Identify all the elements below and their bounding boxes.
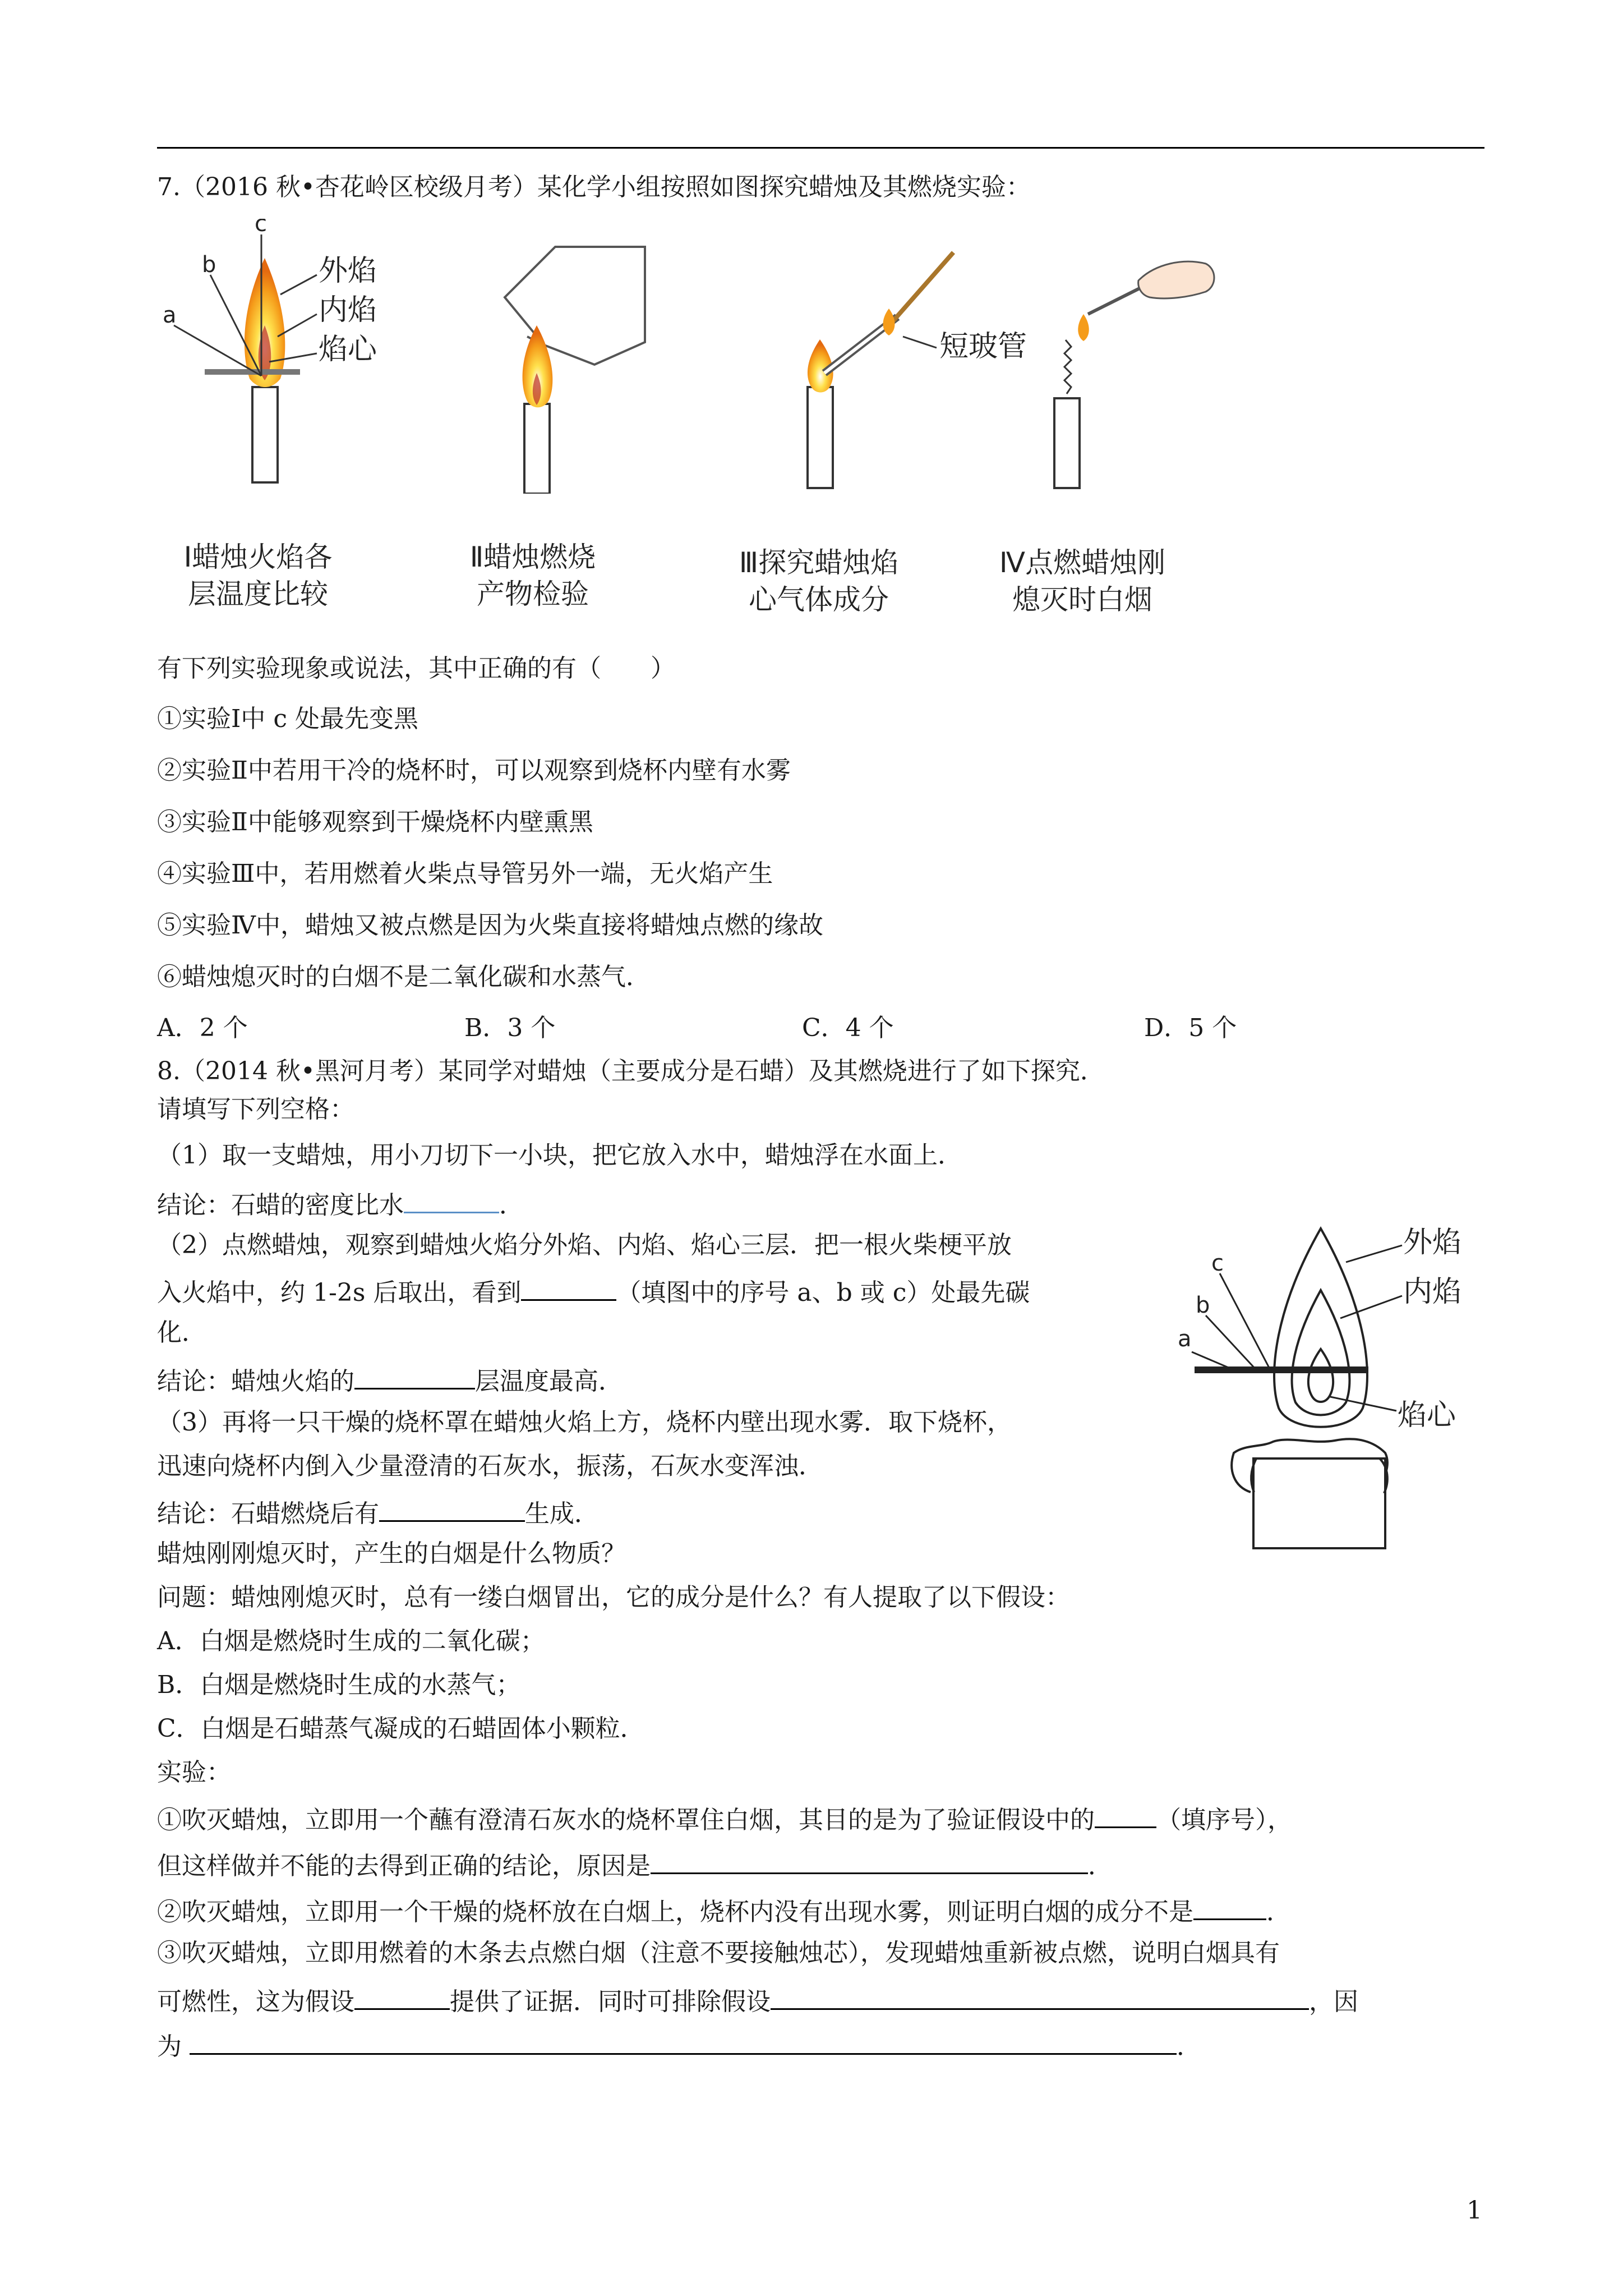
label-b: b	[1196, 1292, 1210, 1318]
header-rule	[157, 147, 1484, 149]
label-c: c	[255, 219, 267, 237]
hypothesis-c: C．白烟是石蜡蒸气凝成的石蜡固体小颗粒．	[157, 1714, 645, 1743]
experiment-label: 实验：	[157, 1758, 231, 1787]
label-a: a	[1178, 1326, 1192, 1352]
figure-2-beaker-over-flame	[494, 236, 662, 494]
blank-9[interactable]	[771, 1981, 1309, 2010]
statement-2: ②实验Ⅱ中若用干冷的烧杯时，可以观察到烧杯内壁有水雾	[157, 756, 791, 785]
option-d[interactable]: D．5 个	[1144, 1014, 1237, 1042]
experiment-3-l2: 可燃性，这为假设 提供了证据．同时可排除假设 ，因	[157, 1981, 1358, 2019]
match	[1088, 286, 1144, 314]
q7-stem: 有下列实验现象或说法，其中正确的有（ ）	[157, 654, 675, 683]
blank-3[interactable]	[354, 1361, 475, 1389]
blank-4[interactable]	[379, 1493, 525, 1522]
candle-body	[1253, 1458, 1385, 1548]
statement-1: ①实验Ⅰ中 c 处最先变黑	[157, 705, 418, 733]
label-b: b	[202, 252, 216, 278]
hand	[1138, 261, 1214, 298]
outer-flame	[1274, 1228, 1367, 1427]
q8-c2: 结论：蜡烛火焰的 层温度最高．	[157, 1361, 623, 1398]
statement-4: ④实验Ⅲ中，若用燃着火柴点导管另外一端，无火焰产生	[157, 859, 773, 888]
label-core: 焰心	[319, 333, 377, 366]
match	[892, 252, 953, 323]
statement-5: ⑤实验Ⅳ中，蜡烛又被点燃是因为火柴直接将蜡烛点燃的缘故	[157, 911, 823, 940]
q8-p3-l2: 迅速向烧杯内倒入少量澄清的石灰水，振荡，石灰水变浑浊．	[157, 1452, 823, 1480]
flame-core	[1308, 1349, 1333, 1402]
experiment-3-l3: 为 ．	[157, 2026, 1201, 2064]
caption-1: Ⅰ蜡烛火焰各 层温度比较	[183, 541, 333, 610]
label-c: c	[1211, 1250, 1224, 1276]
beaker	[505, 247, 645, 365]
q8-p1: （1）取一支蜡烛，用小刀切下一小块，把它放入水中，蜡烛浮在水面上．	[157, 1141, 962, 1170]
option-b[interactable]: B．3 个	[464, 1014, 556, 1042]
blank-2[interactable]	[521, 1272, 616, 1301]
figure-4-white-smoke	[1038, 247, 1223, 494]
caption-4: Ⅳ点燃蜡烛刚 熄灭时白烟	[999, 546, 1166, 616]
q7-header: 7.（2016 秋•杏花岭区校级月考）某化学小组按照如图探究蜡烛及其燃烧实验：	[157, 173, 1031, 201]
caption-2: Ⅱ蜡烛燃烧 产物检验	[469, 541, 596, 610]
label-inner: 内焰	[319, 293, 377, 327]
hypothesis-b: B．白烟是燃烧时生成的水蒸气；	[157, 1671, 521, 1699]
figure-1-flame-layers	[157, 219, 393, 494]
q8-fill-in: 请填写下列空格：	[157, 1095, 354, 1124]
q8-candle-figure	[1172, 1217, 1486, 1554]
statement-3: ③实验Ⅱ中能够观察到干燥烧杯内壁熏黑	[157, 808, 593, 836]
blank-6[interactable]	[651, 1846, 1088, 1874]
q8-p2-l1: （2）点燃蜡烛，观察到蜡烛火焰分外焰、内焰、焰心三层．把一根火柴梗平放	[157, 1231, 1012, 1259]
q8-p2-l3: 化．	[157, 1318, 206, 1347]
label-tube: 短玻管	[939, 330, 1027, 364]
option-c[interactable]: C．4 个	[802, 1014, 894, 1042]
hypothesis-a: A．白烟是燃烧时生成的二氧化碳；	[157, 1627, 545, 1655]
inner-flame	[1292, 1290, 1350, 1415]
blank-10[interactable]	[190, 2026, 1177, 2055]
experiment-1: ①吹灭蜡烛，立即用一个蘸有澄清石灰水的烧杯罩住白烟，其目的是为了验证假设中的 （填序号），	[157, 1800, 1292, 1837]
experiment-2: ②吹灭蜡烛，立即用一个干燥的烧杯放在白烟上，烧杯内没有出现水雾，则证明白烟的成分不是 ．	[157, 1892, 1291, 1929]
blank-1[interactable]	[404, 1185, 499, 1213]
label-outer: 外焰	[319, 254, 377, 288]
caption-3: Ⅲ探究蜡烛焰 心气体成分	[739, 546, 899, 616]
q8-p2-l2: 入火焰中，约 1-2s 后取出，看到 （填图中的序号 a、b 或 c）处最先碳	[157, 1272, 1030, 1310]
figure-3-glass-tube	[785, 241, 1032, 494]
statement-6: ⑥蜡烛熄灭时的白烟不是二氧化碳和水蒸气．	[157, 963, 651, 991]
candle-body	[252, 387, 278, 482]
label-inner: 内焰	[1403, 1275, 1462, 1309]
label-a: a	[163, 302, 177, 328]
q8-c1: 结论：石蜡的密度比水 ．	[157, 1185, 524, 1222]
q8-p3-l1: （3）再将一只干燥的烧杯罩在蜡烛火焰上方，烧杯内壁出现水雾．取下烧杯，	[157, 1408, 1012, 1437]
match-flame	[1078, 314, 1089, 341]
blank-7[interactable]	[1193, 1892, 1266, 1920]
label-outer: 外焰	[1403, 1226, 1462, 1259]
blank-8[interactable]	[354, 1981, 450, 2010]
q8-problem: 问题：蜡烛刚熄灭时，总有一缕白烟冒出，它的成分是什么？有人提取了以下假设：	[157, 1583, 1070, 1612]
smoke-trail	[1064, 340, 1071, 394]
q8-smoke-question: 蜡烛刚刚熄灭时，产生的白烟是什么物质？	[157, 1539, 626, 1568]
blank-5[interactable]	[1095, 1800, 1156, 1828]
option-a[interactable]: A．2 个	[157, 1014, 248, 1042]
q8-header: 8.（2014 秋•黑河月考）某同学对蜡烛（主要成分是石蜡）及其燃烧进行了如下探究．	[157, 1057, 1105, 1085]
q8-c3: 结论：石蜡燃烧后有 生成．	[157, 1493, 599, 1531]
label-core: 焰心	[1398, 1398, 1456, 1432]
experiment-1b: 但这样做并不能的去得到正确的结论，原因是 ．	[157, 1846, 1113, 1883]
experiment-3-l1: ③吹灭蜡烛，立即用燃着的木条去点燃白烟（注意不要接触烛芯），发现蜡烛重新被点燃，说明白烟具有	[157, 1939, 1280, 1967]
page-number: 1	[1467, 2196, 1482, 2225]
